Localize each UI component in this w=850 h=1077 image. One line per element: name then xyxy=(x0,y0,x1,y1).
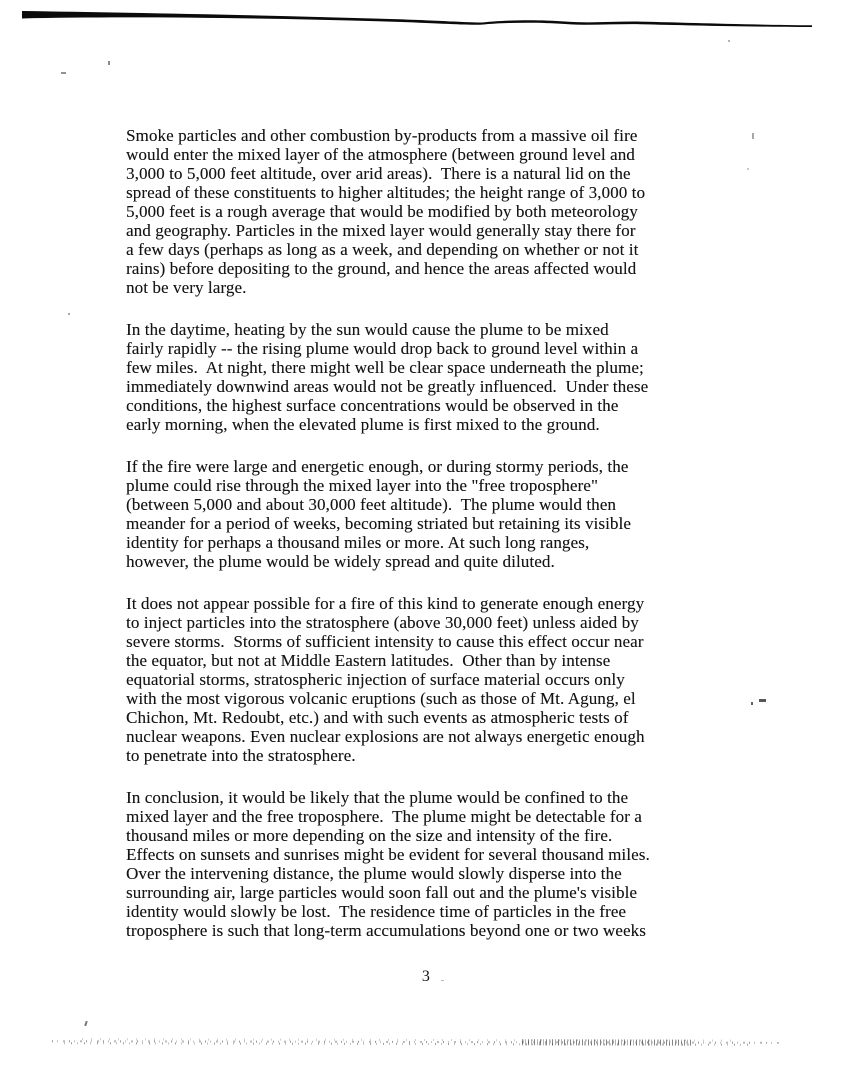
text-line: meander for a period of weeks, becoming striated but retaining its visible xyxy=(126,514,631,533)
text-line: In conclusion, it would be likely that the plume would be confined to the xyxy=(126,788,629,807)
text-line: to inject particles into the stratosphere (above 30,000 feet) unless aided by xyxy=(126,613,639,632)
text-line: severe storms. Storms of sufficient intensity to cause this effect occur near xyxy=(126,632,644,651)
text-line: Over the intervening distance, the plume would slowly disperse into the xyxy=(126,864,622,883)
text-line: however, the plume would be widely spread and quite diluted. xyxy=(126,552,555,571)
text-line: conditions, the highest surface concentrations would be observed in the xyxy=(126,396,619,415)
scan-artifact-top-streak xyxy=(0,0,850,40)
text-line: It does not appear possible for a fire of this kind to generate enough energy xyxy=(126,594,645,613)
page-number: 3 xyxy=(421,968,431,985)
text-line: and geography. Particles in the mixed layer would generally stay there for xyxy=(126,221,636,240)
text-line: nuclear weapons. Even nuclear explosions are not always energetic enough xyxy=(126,727,645,746)
text-line: If the fire were large and energetic enough, or during stormy periods, the xyxy=(126,457,629,476)
paragraph-2 xyxy=(126,320,746,434)
scan-speck xyxy=(108,61,110,65)
text-line: would enter the mixed layer of the atmosphere (between ground level and xyxy=(126,145,635,164)
scan-noise-band xyxy=(52,1036,782,1048)
text-line: 5,000 feet is a rough average that would be modified by both meteorology xyxy=(126,202,638,221)
scan-noise-strip xyxy=(64,1042,750,1045)
text-line: Chichon, Mt. Redoubt, etc.) and with such events as atmospheric tests of xyxy=(126,708,629,727)
paragraph-5 xyxy=(126,788,746,940)
scan-speck xyxy=(68,313,70,315)
paragraph-1 xyxy=(126,126,746,297)
scan-noise-strip xyxy=(82,1038,739,1041)
text-line: plume could rise through the mixed layer into the "free troposphere" xyxy=(126,476,598,495)
scan-speck xyxy=(84,1021,87,1026)
text-line: rains) before depositing to the ground, and hence the areas affected would xyxy=(126,259,637,278)
text-line: Effects on sunsets and sunrises might be evident for several thousand miles. xyxy=(126,845,650,864)
scan-speck xyxy=(751,702,753,705)
scan-speck xyxy=(747,168,749,170)
text-line: spread of these constituents to higher altitudes; the height range of 3,000 to xyxy=(126,183,646,202)
text-line: the equator, but not at Middle Eastern latitudes. Other than by intense xyxy=(126,651,611,670)
scan-noise-strip xyxy=(52,1040,782,1044)
text-line: equatorial storms, stratospheric injection of surface material occurs only xyxy=(126,670,625,689)
paragraph-3 xyxy=(126,457,746,571)
text-line: with the most vigorous volcanic eruptions (such as those of Mt. Agung, el xyxy=(126,689,636,708)
text-line: identity would slowly be lost. The residence time of particles in the free xyxy=(126,902,627,921)
text-line: mixed layer and the free troposphere. The plume might be detectable for a xyxy=(126,807,642,826)
scan-speck xyxy=(759,699,766,702)
text-line: few miles. At night, there might well be clear space underneath the plume; xyxy=(126,358,644,377)
scan-speck xyxy=(752,133,754,139)
scan-speck xyxy=(61,72,66,74)
text-line: early morning, when the elevated plume is first mixed to the ground. xyxy=(126,415,600,434)
text-line: not be very large. xyxy=(126,278,247,297)
text-line: (between 5,000 and about 30,000 feet altitude). The plume would then xyxy=(126,495,617,514)
text-line: surrounding air, large particles would soon fall out and the plume's visible xyxy=(126,883,638,902)
text-line: In the daytime, heating by the sun would cause the plume to be mixed xyxy=(126,320,609,339)
text-line: fairly rapidly -- the rising plume would drop back to ground level within a xyxy=(126,339,639,358)
text-line: immediately downwind areas would not be greatly influenced. Under these xyxy=(126,377,649,396)
document-body xyxy=(126,126,746,963)
text-line: 3,000 to 5,000 feet altitude, over arid areas). There is a natural lid on the xyxy=(126,164,631,183)
paragraph-4 xyxy=(126,594,746,765)
text-line: a few days (perhaps as long as a week, and depending on whether or not it xyxy=(126,240,639,259)
text-line: to penetrate into the stratosphere. xyxy=(126,746,356,765)
text-line: identity for perhaps a thousand miles or more. At such long ranges, xyxy=(126,533,590,552)
scan-noise-cluster xyxy=(522,1039,692,1045)
text-line: thousand miles or more depending on the size and intensity of the fire. xyxy=(126,826,613,845)
text-line: troposphere is such that long-term accumulations beyond one or two weeks xyxy=(126,921,646,940)
scan-speck xyxy=(728,40,730,42)
text-line: Smoke particles and other combustion by-products from a massive oil fire xyxy=(126,126,638,145)
